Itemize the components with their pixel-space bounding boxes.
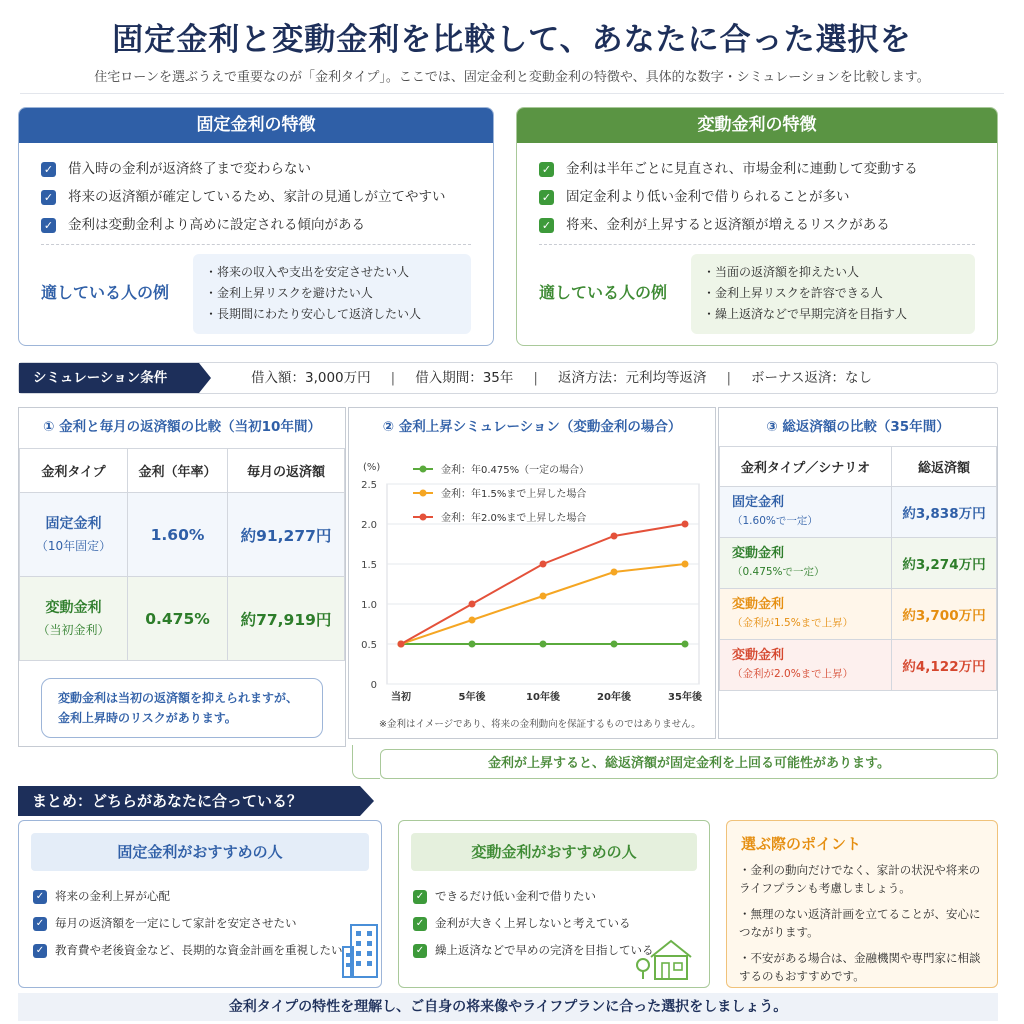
legend-label: 金利：年1.5%まで上昇した場合 — [441, 489, 587, 500]
fixed-feature-card — [18, 107, 494, 346]
variable-suit-box — [691, 254, 975, 334]
separator: | — [533, 370, 538, 386]
legend-label: 金利：年0.475%（一定の場合） — [441, 465, 590, 476]
rate-simulation-chart — [349, 448, 715, 714]
list-item-text: 金利が大きく上昇しないと考えている — [435, 916, 631, 930]
rate-type: 固定金利 — [45, 515, 102, 532]
x-tick-label: 20年後 — [597, 692, 631, 703]
list-item-text: できるだけ低い金利で借りたい — [435, 889, 596, 903]
column-header: 金利（年率） — [128, 449, 228, 493]
data-point — [398, 641, 405, 648]
list-item-text: 固定金利より低い金利で借りられることが多い — [566, 189, 850, 205]
list-item — [539, 211, 997, 239]
y-axis-label: (%) — [363, 462, 381, 473]
data-point — [469, 641, 476, 648]
check-icon: ✓ — [41, 190, 56, 205]
data-point — [611, 569, 618, 576]
list-item — [413, 937, 654, 964]
condition-item: 借入期間：35年 — [415, 370, 514, 386]
check-icon: ✓ — [41, 218, 56, 233]
points-card — [726, 820, 998, 988]
separator: | — [390, 370, 396, 386]
table-row — [720, 640, 997, 691]
simulation-conditions-bar — [18, 362, 998, 394]
scenario-cell — [720, 589, 892, 640]
point-item: ・無理のない返済計画を立てることが、安心につながります。 — [739, 907, 981, 939]
x-tick-label: 10年後 — [526, 692, 560, 703]
point-item: ・金利の動向だけでなく、家計の状況や将来のライフプランも考慮しましょう。 — [739, 863, 981, 895]
panel-title: ③ 総返済額の比較（35年間） — [766, 419, 950, 435]
column-header: 金利タイプ／シナリオ — [720, 447, 892, 487]
legend-label: 金利：年2.0%まで上昇した場合 — [441, 513, 587, 524]
list-item-text: 金利は半年ごとに見直され、市場金利に連動して変動する — [566, 161, 918, 177]
scenario-sub: （0.475%で一定） — [732, 566, 825, 578]
data-point — [540, 641, 547, 648]
scenario-name: 変動金利 — [732, 546, 785, 561]
check-icon: ✓ — [413, 890, 427, 904]
list-item — [413, 910, 654, 937]
list-item-text: 繰上返済などで早めの完済を目指している — [435, 943, 654, 957]
fixed-suit-label: 適している人の例 — [41, 283, 170, 302]
y-tick-label: 2.5 — [361, 480, 377, 491]
page-title: 固定金利と変動金利を比較して、あなたに合った選択を — [112, 22, 912, 58]
variable-feature-list — [517, 143, 997, 239]
footer-message: 金利タイプの特性を理解し、ご自身の将来像やライフプランに合った選択をしましょう。 — [18, 993, 998, 1021]
building-icon — [341, 921, 381, 979]
suit-item: ・金利上昇リスクを許容できる人 — [703, 286, 883, 300]
suit-item: ・繰上返済などで早期完済を目指す人 — [703, 307, 908, 321]
rate-type-sub: （当初金利） — [37, 622, 110, 637]
total-cell: 約3,700万円 — [892, 589, 997, 640]
panel-title: ① 金利と毎月の返済額の比較（当初10年間） — [43, 419, 321, 435]
total-cell: 約3,274万円 — [892, 538, 997, 589]
y-tick-label: 2.0 — [361, 520, 377, 531]
panel-title: ② 金利上昇シミュレーション（変動金利の場合） — [382, 419, 682, 435]
legend-marker — [420, 514, 427, 521]
scenario-sub: （金利が1.5%まで上昇） — [732, 617, 854, 629]
fixed-recommend-card — [18, 820, 382, 988]
data-point — [682, 521, 689, 528]
rate-type-cell — [20, 493, 128, 577]
list-item — [33, 883, 343, 910]
check-icon: ✓ — [539, 218, 554, 233]
list-item — [33, 937, 343, 964]
list-item-text: 将来の金利上昇が心配 — [55, 889, 170, 903]
check-icon: ✓ — [539, 162, 554, 177]
conditions-tag: シミュレーション条件 — [19, 363, 199, 393]
data-point — [611, 641, 618, 648]
scenario-name: 変動金利 — [732, 597, 785, 612]
y-tick-label: 0 — [370, 680, 377, 691]
table-row — [20, 577, 345, 661]
check-icon: ✓ — [41, 162, 56, 177]
series-line — [401, 524, 685, 644]
scenario-sub: （1.60%で一定） — [732, 515, 818, 527]
check-icon: ✓ — [413, 917, 427, 931]
y-tick-label: 1.0 — [361, 600, 377, 611]
scenario-sub: （金利が2.0%まで上昇） — [732, 668, 854, 680]
list-item — [539, 183, 997, 211]
point-item: ・不安がある場合は、金融機関や専門家に相談するのもおすすめです。 — [739, 951, 981, 983]
suit-item: ・金利上昇リスクを避けたい人 — [205, 286, 373, 300]
points-heading: 選ぶ際のポイント — [741, 835, 862, 853]
data-point — [540, 593, 547, 600]
list-item — [41, 155, 493, 183]
dashed-divider — [41, 244, 471, 245]
list-item — [41, 183, 493, 211]
scenario-cell — [720, 487, 892, 538]
suit-item: ・長期間にわたり安心して返済したい人 — [205, 307, 422, 321]
table-header-row — [20, 449, 345, 493]
x-tick-label: 5年後 — [458, 692, 486, 703]
house-icon — [635, 937, 695, 981]
list-item-text: 将来の返済額が確定しているため、家計の見通しが立てやすい — [68, 189, 446, 205]
rate-type: 変動金利 — [45, 599, 102, 616]
separator: | — [726, 370, 732, 386]
column-header: 総返済額 — [892, 447, 997, 487]
data-point — [682, 561, 689, 568]
total-repayment-panel — [718, 407, 998, 739]
rate-note: 変動金利は当初の返済額を抑えられますが、金利上昇時のリスクがあります。 — [41, 678, 323, 738]
list-item-text: 金利は変動金利より高めに設定される傾向がある — [68, 217, 365, 233]
points-list — [739, 861, 991, 993]
data-point — [682, 641, 689, 648]
check-icon: ✓ — [33, 917, 47, 931]
list-item-text: 借入時の金利が返済終了まで変わらない — [68, 161, 311, 177]
check-icon: ✓ — [33, 944, 47, 958]
payment-cell: 約91,277円 — [228, 493, 345, 577]
condition-item: ボーナス返済：なし — [751, 370, 872, 386]
fixed-suit-box — [193, 254, 471, 334]
variable-recommend-list — [413, 883, 654, 964]
data-point — [469, 617, 476, 624]
legend-marker — [420, 490, 427, 497]
callout-note: 金利が上昇すると、総返済額が固定金利を上回る可能性があります。 — [380, 749, 998, 779]
rate-cell: 1.60% — [128, 493, 228, 577]
y-tick-label: 1.5 — [361, 560, 377, 571]
table-row — [720, 538, 997, 589]
list-item — [33, 910, 343, 937]
list-item-text: 毎月の返済額を一定にして家計を安定させたい — [55, 916, 297, 930]
list-item-text: 将来、金利が上昇すると返済額が増えるリスクがある — [566, 217, 890, 233]
summary-tag: まとめ：どちらがあなたに合っている？ — [18, 786, 360, 816]
scenario-cell — [720, 640, 892, 691]
conditions-items — [251, 363, 872, 393]
x-tick-label: 当初 — [391, 692, 411, 703]
rate-simulation-panel — [348, 407, 716, 739]
payment-cell: 約77,919円 — [228, 577, 345, 661]
data-point — [611, 533, 618, 540]
variable-recommend-heading: 変動金利がおすすめの人 — [411, 833, 697, 871]
list-item — [539, 155, 997, 183]
scenario-name: 変動金利 — [732, 648, 785, 663]
scenario-name: 固定金利 — [732, 495, 785, 510]
list-item — [41, 211, 493, 239]
data-point — [540, 561, 547, 568]
data-point — [469, 601, 476, 608]
total-cell: 約3,838万円 — [892, 487, 997, 538]
suit-item: ・当面の返済額を抑えたい人 — [703, 265, 860, 279]
table-row — [720, 589, 997, 640]
fixed-recommend-heading: 固定金利がおすすめの人 — [31, 833, 369, 871]
check-icon: ✓ — [33, 890, 47, 904]
fixed-recommend-list — [33, 883, 343, 964]
variable-suit-label: 適している人の例 — [539, 283, 668, 302]
variable-feature-card — [516, 107, 998, 346]
list-item — [413, 883, 654, 910]
fixed-feature-heading: 固定金利の特徴 — [19, 108, 493, 143]
column-header: 毎月の返済額 — [228, 449, 345, 493]
rate-type-cell — [20, 577, 128, 661]
table-header-row — [720, 447, 997, 487]
page-subtitle: 住宅ローンを選ぶうえで重要なのが「金利タイプ」。ここでは、固定金利と変動金利の特徴や、具体的な数字・シミュレーションを比較します。 — [94, 70, 930, 85]
table-row — [720, 487, 997, 538]
scenario-cell — [720, 538, 892, 589]
dashed-divider — [539, 244, 975, 245]
chart-note: ※金利はイメージであり、将来の金利動向を保証するものではありません。 — [379, 719, 701, 730]
rate-comparison-panel — [18, 407, 346, 747]
condition-item: 返済方法：元利均等返済 — [557, 370, 707, 386]
table-row — [20, 493, 345, 577]
rate-cell: 0.475% — [128, 577, 228, 661]
list-item-text: 教育費や老後資金など、長期的な資金計画を重視したい — [55, 943, 343, 957]
check-icon: ✓ — [413, 944, 427, 958]
total-cell: 約4,122万円 — [892, 640, 997, 691]
rate-comparison-table — [19, 448, 345, 661]
total-repayment-table — [719, 446, 997, 691]
suit-item: ・将来の収入や支出を安定させたい人 — [205, 265, 410, 279]
column-header: 金利タイプ — [20, 449, 128, 493]
y-tick-label: 0.5 — [361, 640, 377, 651]
callout-connector — [352, 745, 380, 779]
variable-feature-heading: 変動金利の特徴 — [517, 108, 997, 143]
check-icon: ✓ — [539, 190, 554, 205]
rate-type-sub: （10年固定） — [35, 538, 112, 553]
fixed-feature-list — [19, 143, 493, 239]
divider — [20, 93, 1004, 94]
condition-item: 借入額：3,000万円 — [251, 370, 371, 386]
variable-recommend-card — [398, 820, 710, 988]
legend-marker — [420, 466, 427, 473]
x-tick-label: 35年後 — [668, 692, 702, 703]
